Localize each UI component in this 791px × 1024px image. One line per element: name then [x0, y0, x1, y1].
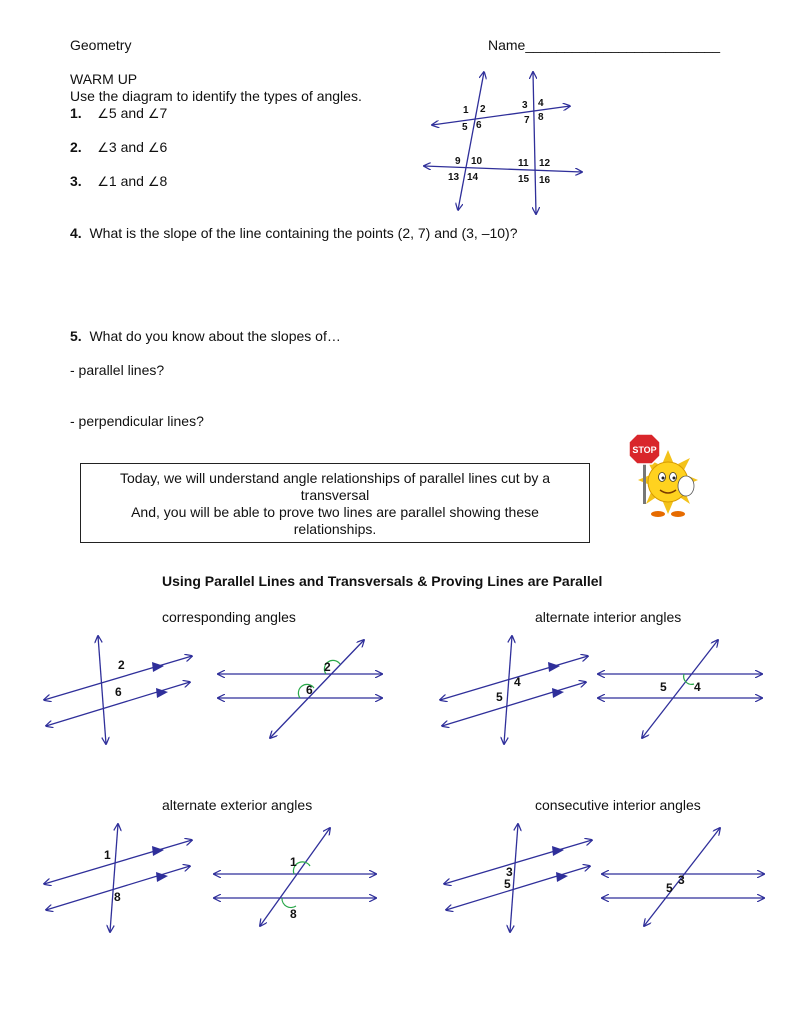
- angle-label: 8: [538, 112, 544, 123]
- warmup-instruction: Use the diagram to identify the types of angles.: [70, 88, 362, 104]
- angle-label: 5: [462, 122, 468, 133]
- angle-label: 16: [539, 175, 551, 186]
- question-number: 3.: [70, 173, 82, 189]
- consecutive-horizontal-figure: [598, 822, 770, 932]
- parallel-mark-icon: [152, 662, 164, 672]
- subject-title: Geometry: [70, 37, 132, 53]
- angle-label: 10: [471, 156, 483, 167]
- transversal-right: [533, 72, 536, 214]
- alt-exterior-horizontal-figure: [210, 822, 382, 932]
- section-title: Using Parallel Lines and Transversals & Proving Lines are Parallel: [162, 573, 603, 589]
- line-top: [432, 106, 570, 125]
- alt-exterior-slanted-figure: [40, 820, 200, 936]
- angle-label: 8: [290, 907, 297, 921]
- angle-icon: ∠: [97, 141, 109, 156]
- objective-box: [80, 463, 590, 543]
- angle-label: 3: [522, 100, 528, 111]
- warmup-angle-diagram: [420, 66, 590, 218]
- parallel-mark-icon: [548, 662, 560, 672]
- angle-icon: ∠: [147, 107, 160, 122]
- parallel-mark-icon: [552, 846, 564, 856]
- angle-label: 9: [455, 156, 461, 167]
- angle-label: 2: [324, 660, 331, 674]
- consecutive-title: consecutive interior angles: [535, 797, 701, 813]
- question-2: 2. ∠3 and ∠6: [70, 139, 168, 156]
- angle-label: 3: [678, 873, 685, 887]
- angle-label: 4: [694, 680, 701, 694]
- stop-sign-text: STOP: [632, 445, 657, 455]
- question-1: 1. ∠5 and ∠7: [70, 105, 168, 122]
- alt-exterior-title: alternate exterior angles: [162, 797, 313, 813]
- angle-label: 1: [104, 848, 111, 862]
- sign-pole-icon: [643, 458, 646, 504]
- angle-label: 1: [290, 855, 297, 869]
- angle-label: 6: [476, 120, 482, 131]
- hand-icon: [678, 476, 694, 496]
- question-3: 3. ∠1 and ∠8: [70, 173, 168, 190]
- question-5-perpendicular: - perpendicular lines?: [70, 413, 204, 429]
- question-number: 1.: [70, 105, 82, 121]
- angle-label: 4: [538, 98, 544, 109]
- angle-label: 8: [114, 890, 121, 904]
- question-number: 5.: [70, 328, 82, 344]
- angle-icon: ∠: [147, 141, 160, 156]
- angle-icon: ∠: [97, 175, 109, 190]
- objective-line: relationships.: [293, 521, 377, 537]
- warmup-title: WARM UP: [70, 71, 138, 87]
- angle-label: 4: [514, 675, 521, 689]
- alt-interior-title: alternate interior angles: [535, 609, 682, 625]
- angle-icon: ∠: [147, 175, 160, 190]
- question-number: 2.: [70, 139, 82, 155]
- angle-label: 7: [524, 115, 530, 126]
- angle-label: 12: [539, 158, 551, 169]
- angle-label: 6: [115, 685, 122, 699]
- question-4: [70, 225, 518, 241]
- angle-label: 13: [448, 172, 460, 183]
- question-number: 4.: [70, 225, 82, 241]
- angle-label: 5: [496, 690, 503, 704]
- angle-label: 6: [306, 683, 313, 697]
- question-5-parallel: - parallel lines?: [70, 362, 165, 378]
- angle-label: 2: [118, 658, 125, 672]
- angle-label: 5: [666, 881, 673, 895]
- consecutive-slanted-figure: [440, 820, 600, 936]
- corresponding-slanted-figure: [40, 632, 200, 748]
- objective-line: transversal: [300, 487, 370, 503]
- angle-label: 5: [660, 680, 667, 694]
- angle-label: 1: [463, 105, 469, 116]
- angle-icon: ∠: [97, 107, 109, 122]
- alt-interior-horizontal-figure: [594, 634, 766, 744]
- transversal-left: [458, 72, 484, 210]
- parallel-mark-icon: [152, 846, 164, 856]
- question-text: What is the slope of the line containing the points (2, 7) and (3, –10)?: [89, 225, 518, 241]
- stop-sign-clipart: [626, 430, 710, 522]
- angle-label: 3: [506, 865, 513, 879]
- alt-interior-slanted-figure: [436, 632, 596, 748]
- objective-line: And, you will be able to prove two lines are parallel showing these: [131, 504, 539, 520]
- angle-label: 14: [467, 172, 479, 183]
- angle-label: 5: [504, 877, 511, 891]
- name-field[interactable]: Name_________________________: [488, 37, 720, 53]
- corresponding-title: corresponding angles: [162, 609, 296, 625]
- question-5: [70, 328, 341, 344]
- angle-label: 11: [518, 158, 529, 169]
- corresponding-horizontal-figure: [214, 634, 386, 744]
- angle-label: 2: [480, 104, 486, 115]
- angle-label: 15: [518, 174, 530, 185]
- objective-line: Today, we will understand angle relationships of parallel lines cut by a: [119, 470, 551, 486]
- question-text: What do you know about the slopes of…: [89, 328, 341, 344]
